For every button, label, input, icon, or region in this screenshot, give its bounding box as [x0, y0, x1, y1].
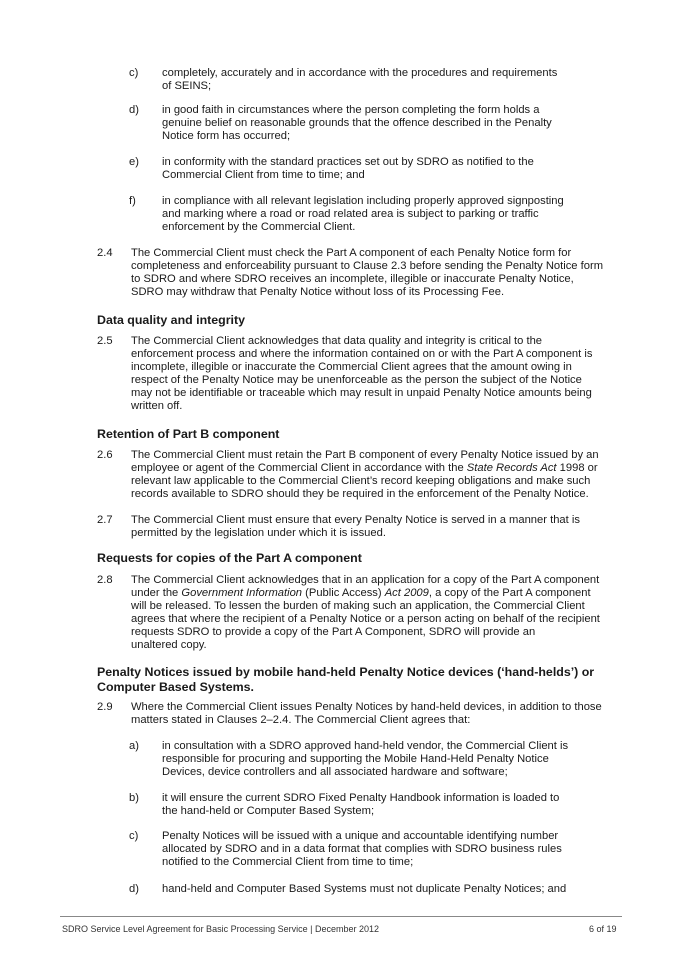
clause-number: 2.5	[97, 335, 113, 347]
text-line: The Commercial Client must ensure that every Penalty Notice is served in a manner that is	[131, 514, 580, 526]
text-line: hand-held and Computer Based Systems must not duplicate Penalty Notices; and	[162, 883, 567, 895]
text-line: matters stated in Clauses 2–2.4. The Commercial Client agrees that:	[131, 714, 471, 727]
item-label: a)	[129, 740, 139, 752]
heading-line: Computer Based Systems.	[97, 679, 255, 694]
text-line	[131, 462, 599, 475]
text-line: permitted by the legislation under which it is issued.	[131, 527, 386, 540]
text-run: employee or agent of the Commercial Client in accordance with the	[131, 462, 467, 475]
text-line: Penalty Notices will be issued with a unique and accountable identifying number	[162, 830, 559, 842]
section-heading	[97, 665, 594, 694]
item-text-c	[162, 67, 557, 93]
footer-title: SDRO Service Level Agreement for Basic Processing Service | December 2012	[62, 924, 379, 934]
text-line: Where the Commercial Client issues Penalty Notices by hand-held devices, in addition to those	[131, 701, 602, 713]
text-line: genuine belief on reasonable grounds that the offence described in the Penalty	[162, 117, 552, 130]
text-line: records available to SDRO should they be required in the enforcement of the Penalty Notice.	[131, 488, 589, 501]
item-text-e	[162, 156, 534, 182]
text-line: incomplete, illegible or inaccurate the Commercial Client agrees that the amount owing in	[131, 361, 572, 374]
act-title: Act 2009	[384, 587, 429, 600]
act-title: Government Information	[181, 587, 303, 600]
item-label: d)	[129, 883, 139, 895]
text-line: Notice form has occurred;	[162, 130, 291, 143]
item-text-f	[162, 195, 564, 234]
item-label: d)	[129, 104, 139, 116]
text-line: in conformity with the standard practices set out by SDRO as notified to the	[162, 156, 534, 168]
text-line: may not be identifiable or traceable which may result in unpaid Penalty Notice amounts being	[131, 387, 592, 400]
text-line: agrees that where the recipient of a Penalty Notice or a person acting on behalf of the recipient	[131, 613, 600, 626]
text-line: The Commercial Client acknowledges that in an application for a copy of the Part A component	[131, 574, 600, 586]
text-line: Devices, device controllers and all associated hardware and software;	[162, 766, 508, 779]
text-line	[131, 587, 600, 600]
section-heading: Data quality and integrity	[97, 313, 246, 327]
text-line: SDRO may withdraw that Penalty Notice without loss of its Processing Fee.	[131, 286, 505, 299]
text-line: of SEINS;	[162, 80, 212, 93]
text-line: requests SDRO to provide a copy of the Part A Component, SDRO will provide an	[131, 626, 536, 639]
text-line: written off.	[131, 400, 183, 413]
text-run: , a copy of the Part A component	[428, 587, 591, 600]
text-run: 1998 or	[556, 462, 598, 475]
clause-2-8-text	[131, 574, 600, 653]
text-line: the hand-held or Computer Based System;	[162, 805, 375, 818]
text-line: will be released. To lessen the burden of making such an application, the Commercial Client	[131, 600, 585, 613]
footer-divider	[60, 916, 622, 917]
text-run: (Public Access)	[302, 587, 385, 600]
item-label: b)	[129, 792, 139, 804]
item-text-c2	[162, 830, 562, 869]
item-text-d2	[162, 883, 566, 896]
text-line: and marking where a road or road related area is subject to parking or traffic	[162, 208, 539, 221]
item-label: c)	[129, 830, 139, 842]
text-line: Commercial Client from time to time; and	[162, 169, 365, 182]
section-heading: Retention of Part B component	[97, 427, 280, 441]
item-text-b	[162, 792, 559, 818]
text-line: responsible for procuring and supporting the Mobile Hand-Held Penalty Notice	[162, 753, 549, 766]
text-line: The Commercial Client must check the Part A component of each Penalty Notice form for	[131, 247, 572, 259]
text-line: completeness and enforceability pursuant to Clause 2.3 before sending the Penalty Notice form	[131, 260, 604, 273]
clause-2-5-text	[131, 335, 592, 414]
clause-2-6-text	[131, 449, 599, 501]
text-line: in good faith in circumstances where the person completing the form holds a	[162, 104, 540, 116]
clause-number: 2.9	[97, 701, 113, 713]
text-line: notified to the Commercial Client from time to time;	[162, 856, 414, 869]
text-line: it will ensure the current SDRO Fixed Penalty Handbook information is loaded to	[162, 792, 560, 804]
item-label: e)	[129, 156, 139, 168]
text-line: in consultation with a SDRO approved hand-held vendor, the Commercial Client is	[162, 740, 569, 752]
text-line: in compliance with all relevant legislation including properly approved signposting	[162, 195, 564, 207]
item-label: f)	[129, 195, 136, 207]
text-line: allocated by SDRO and in a data format that complies with SDRO business rules	[162, 843, 562, 856]
text-line: to SDRO and where SDRO receives an incomplete, illegible or inaccurate Penalty Notice,	[131, 273, 574, 286]
section-heading: Requests for copies of the Part A component	[97, 551, 362, 565]
text-line: unaltered copy.	[131, 639, 207, 652]
text-line: enforcement by the Commercial Client.	[162, 221, 356, 234]
clause-number: 2.8	[97, 574, 113, 586]
heading-line: Penalty Notices issued by mobile hand-held Penalty Notice devices (‘hand-helds’) or	[97, 665, 595, 679]
text-line: enforcement process and where the information contained on or with the Part A component is	[131, 348, 593, 361]
clause-number: 2.4	[97, 247, 113, 259]
act-title: State Records Act	[466, 462, 557, 475]
clause-number: 2.6	[97, 449, 113, 461]
text-line: completely, accurately and in accordance with the procedures and requirements	[162, 67, 558, 79]
text-line: relevant law applicable to the Commercial Client’s record keeping obligations and make such	[131, 475, 591, 488]
text-run: under the	[131, 587, 182, 600]
clause-2-4-text	[131, 247, 603, 299]
clause-2-9-text	[131, 701, 602, 727]
item-text-a	[162, 740, 568, 779]
text-line: respect of the Penalty Notice may be unenforceable as the person the subject of the Notice	[131, 374, 582, 387]
text-line: The Commercial Client acknowledges that data quality and integrity is critical to the	[131, 335, 543, 347]
item-text-d	[162, 104, 552, 143]
page-number: 6 of 19	[589, 924, 617, 934]
text-line: The Commercial Client must retain the Part B component of every Penalty Notice issued by an	[131, 449, 599, 461]
item-label: c)	[129, 67, 139, 79]
clause-2-7-text	[131, 514, 580, 540]
clause-number: 2.7	[97, 514, 113, 526]
